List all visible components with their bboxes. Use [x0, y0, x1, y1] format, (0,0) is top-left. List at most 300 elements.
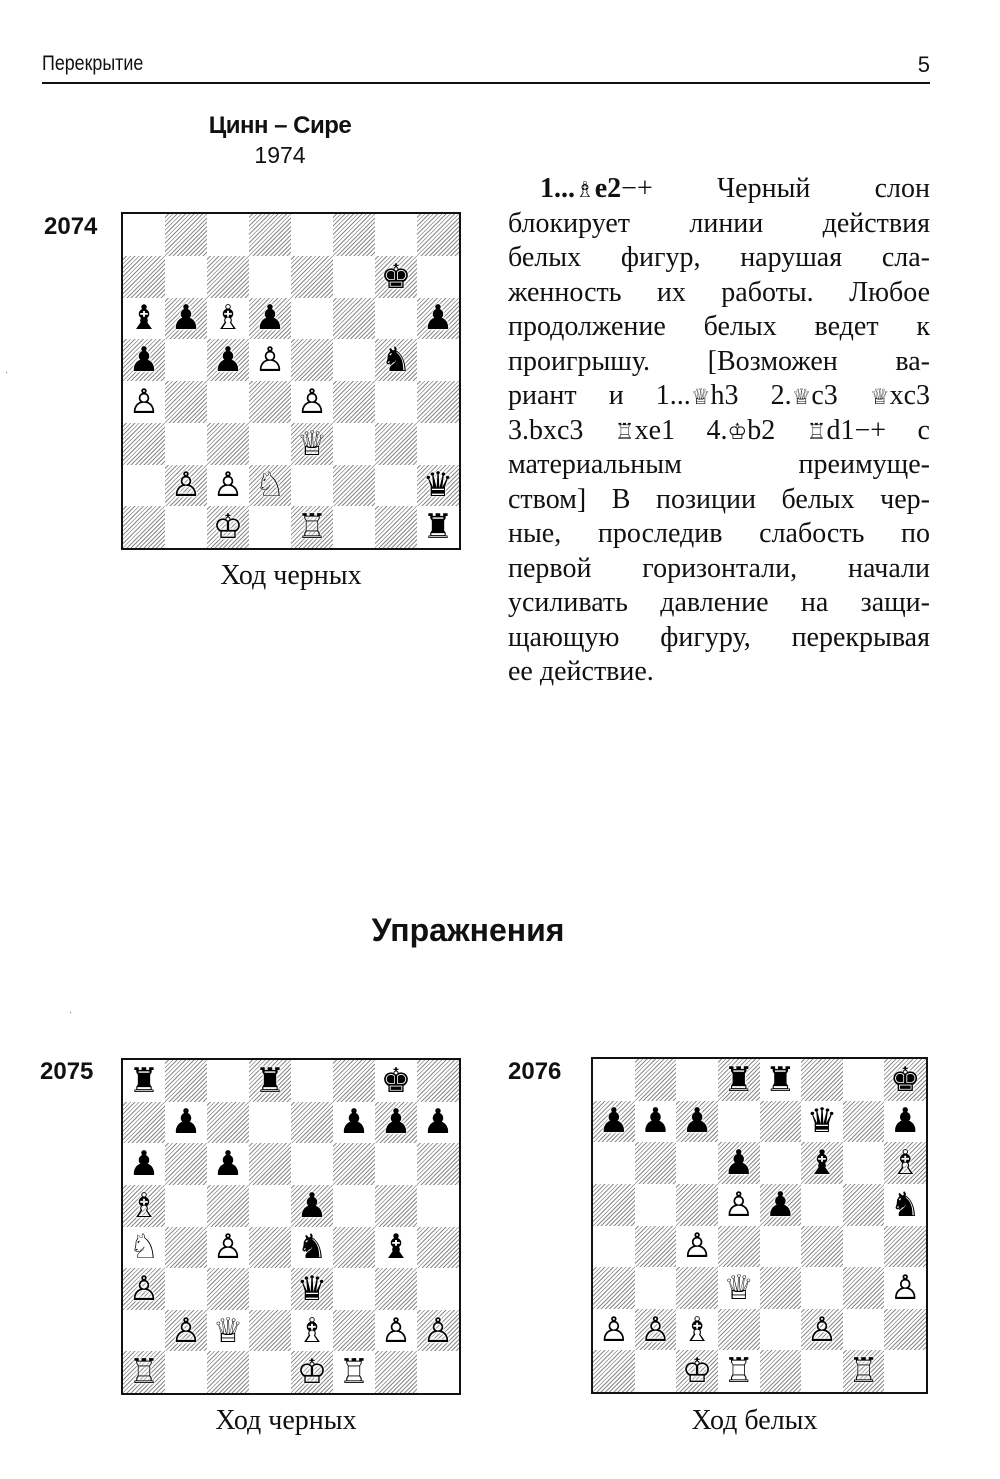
white-pawn-icon: ♙: [170, 1310, 202, 1351]
square-g4: [375, 381, 417, 423]
square-e2: [760, 1309, 802, 1351]
square-g4: [375, 1227, 417, 1269]
square-d4: [718, 1226, 760, 1268]
black-queen-icon: ♛: [422, 465, 454, 506]
black-king-icon: ♚: [380, 256, 412, 297]
commentary-text-run: ные, проследив слабость по: [508, 518, 930, 549]
square-e3: [291, 423, 333, 465]
white-queen-icon: ♕: [296, 423, 328, 464]
square-d8: [249, 214, 291, 256]
page-number: 5: [917, 52, 930, 77]
square-d8: [718, 1059, 760, 1101]
square-d3: [249, 423, 291, 465]
black-pawn-icon: ♟: [422, 298, 454, 339]
white-pawn-icon: ♙: [640, 1309, 671, 1350]
square-a2: [123, 465, 165, 507]
square-b2: [165, 1310, 207, 1352]
square-b6: [165, 298, 207, 340]
commentary-text-run: d1−+ с: [826, 414, 930, 446]
square-h6: [417, 298, 459, 340]
commentary-line: [508, 414, 930, 449]
square-e1: [760, 1350, 802, 1392]
square-g3: [375, 423, 417, 465]
commentary-text-run: −+ Черный слон: [621, 173, 930, 204]
square-b7: [635, 1101, 677, 1143]
square-f6: [333, 1143, 375, 1185]
black-pawn-icon: ♟: [598, 1101, 630, 1142]
commentary-text-run: проигрышу. [Возможен ва-: [508, 345, 930, 377]
black-king-icon: ♚: [889, 1059, 921, 1100]
game-players: Цинн – Сире: [208, 112, 352, 139]
commentary-text-run: h3 2.: [710, 380, 792, 411]
game-header: [170, 112, 390, 169]
square-d3: [718, 1267, 760, 1309]
square-h1: [417, 506, 459, 548]
white-pawn-icon: ♙: [128, 1268, 160, 1309]
chess-board-2075: [121, 1058, 461, 1395]
white-queen-icon: ♕: [723, 1267, 754, 1308]
square-h4: [884, 1226, 926, 1268]
black-pawn-icon: ♟: [889, 1101, 921, 1142]
black-pawn-icon: ♟: [170, 1102, 202, 1143]
white-pawn-icon: ♙: [212, 465, 244, 506]
square-f7: [333, 1102, 375, 1144]
square-h1: [884, 1350, 926, 1392]
diagram-caption: Ход черных: [215, 1405, 357, 1436]
square-b7: [165, 256, 207, 298]
square-c8: [207, 1060, 249, 1102]
square-a5: [593, 1184, 635, 1226]
black-pawn-icon: ♟: [338, 1102, 370, 1143]
black-pawn-icon: ♟: [212, 1144, 244, 1185]
square-a4: [123, 381, 165, 423]
square-c8: [676, 1059, 718, 1101]
black-rook-icon: ♜: [765, 1059, 796, 1100]
square-d4: [249, 381, 291, 423]
white-knight-icon: ♘: [128, 1227, 160, 1268]
square-g2: [375, 465, 417, 507]
black-rook-icon: ♜: [422, 507, 454, 548]
chess-figurine-icon: ♕: [869, 385, 890, 410]
square-e6: [291, 1143, 333, 1185]
white-pawn-icon: ♙: [681, 1226, 713, 1267]
square-h5: [884, 1184, 926, 1226]
white-pawn-icon: ♙: [212, 1227, 244, 1268]
square-e3: [760, 1267, 802, 1309]
square-d6: [249, 1143, 291, 1185]
commentary-text-run: материальным преимуще-: [508, 449, 930, 480]
black-pawn-icon: ♟: [422, 1102, 454, 1143]
square-c2: [676, 1309, 718, 1351]
square-c4: [676, 1226, 718, 1268]
square-b3: [165, 1268, 207, 1310]
square-h1: [417, 1351, 459, 1393]
square-d2: [249, 1310, 291, 1352]
commentary-text-run: первой горизонтали, начали: [508, 552, 930, 584]
commentary-line: [508, 655, 930, 690]
black-rook-icon: ♜: [128, 1060, 160, 1101]
diagram-caption: Ход черных: [220, 560, 362, 591]
square-e4: [760, 1226, 802, 1268]
square-a1: [123, 1351, 165, 1393]
commentary-text-run: продолжение белых ведет к: [508, 311, 930, 342]
commentary-text-run: блокирует линии действия: [508, 207, 930, 239]
square-b8: [635, 1059, 677, 1101]
square-d5: [249, 1185, 291, 1227]
square-f5: [333, 1185, 375, 1227]
square-h8: [417, 214, 459, 256]
square-b7: [165, 1102, 207, 1144]
square-b2: [165, 465, 207, 507]
white-rook-icon: ♖: [723, 1351, 754, 1392]
square-d1: [249, 506, 291, 548]
white-pawn-icon: ♙: [170, 465, 202, 506]
square-a7: [593, 1101, 635, 1143]
black-knight-icon: ♞: [380, 340, 412, 381]
square-a6: [593, 1142, 635, 1184]
square-f2: [801, 1309, 843, 1351]
square-g5: [375, 1185, 417, 1227]
square-d7: [718, 1101, 760, 1143]
square-b8: [165, 214, 207, 256]
commentary-text: [508, 172, 930, 690]
square-f7: [801, 1101, 843, 1143]
square-h3: [417, 1268, 459, 1310]
square-d7: [249, 256, 291, 298]
scan-speck: [6, 372, 7, 373]
chess-figurine-icon: ♖: [806, 419, 827, 445]
square-h6: [884, 1142, 926, 1184]
square-e7: [760, 1101, 802, 1143]
square-f3: [333, 1268, 375, 1310]
diagram-number: 2075: [40, 1058, 94, 1085]
chess-figurine-icon: ♔: [727, 419, 748, 445]
black-king-icon: ♚: [380, 1060, 412, 1101]
chess-figurine-icon: ♕: [791, 385, 812, 410]
chess-figurine-icon: ♕: [690, 385, 711, 410]
black-pawn-icon: ♟: [296, 1185, 328, 1226]
square-a8: [123, 214, 165, 256]
commentary-line: [508, 517, 930, 552]
square-g7: [375, 256, 417, 298]
square-b3: [635, 1267, 677, 1309]
square-c1: [676, 1350, 718, 1392]
square-e8: [760, 1059, 802, 1101]
square-b5: [165, 1185, 207, 1227]
commentary-text-run: ством] В позиции белых чер-: [508, 483, 930, 515]
white-pawn-icon: ♙: [422, 1310, 454, 1351]
white-pawn-icon: ♙: [806, 1309, 838, 1350]
black-pawn-icon: ♟: [128, 1144, 160, 1185]
square-g6: [375, 298, 417, 340]
square-g3: [375, 1268, 417, 1310]
square-b5: [635, 1184, 677, 1226]
square-d1: [249, 1351, 291, 1393]
commentary-text-run: щающую фигуру, перекрывая: [508, 621, 930, 653]
square-a3: [593, 1267, 635, 1309]
square-c4: [207, 1227, 249, 1269]
black-bishop-icon: ♝: [128, 298, 160, 339]
square-f5: [801, 1184, 843, 1226]
game-year: 1974: [254, 142, 306, 168]
running-title: Перекрытие: [42, 52, 144, 75]
commentary-line: [508, 379, 930, 414]
square-b4: [165, 1227, 207, 1269]
white-rook-icon: ♖: [848, 1351, 879, 1392]
commentary-text-run: xe1 4.: [634, 414, 728, 446]
chess-figurine-icon: ♖: [614, 419, 635, 445]
square-a4: [123, 1227, 165, 1269]
square-h4: [417, 1227, 459, 1269]
square-f1: [333, 506, 375, 548]
square-e8: [291, 1060, 333, 1102]
white-king-icon: ♔: [681, 1351, 713, 1392]
square-a8: [593, 1059, 635, 1101]
white-pawn-icon: ♙: [889, 1267, 921, 1308]
square-e4: [291, 381, 333, 423]
commentary-line: [508, 276, 930, 311]
black-pawn-icon: ♟: [212, 340, 244, 381]
commentary-line: [508, 310, 930, 345]
black-bishop-icon: ♝: [380, 1227, 412, 1268]
square-h2: [417, 465, 459, 507]
square-h5: [417, 1185, 459, 1227]
square-e6: [760, 1142, 802, 1184]
white-pawn-icon: ♙: [128, 381, 160, 422]
square-d5: [249, 339, 291, 381]
square-d6: [718, 1142, 760, 1184]
square-g7: [843, 1101, 885, 1143]
chess-board-2076: [591, 1057, 928, 1394]
square-a2: [123, 1310, 165, 1352]
black-pawn-icon: ♟: [723, 1143, 754, 1184]
commentary-text-run: 1...: [540, 173, 575, 204]
square-h5: [417, 339, 459, 381]
black-pawn-icon: ♟: [170, 298, 202, 339]
square-h8: [417, 1060, 459, 1102]
square-b6: [165, 1143, 207, 1185]
commentary-text-run: ее действие.: [508, 656, 654, 687]
square-g1: [843, 1350, 885, 1392]
commentary-line: [508, 552, 930, 587]
square-a1: [123, 506, 165, 548]
square-c1: [207, 1351, 249, 1393]
square-b3: [165, 423, 207, 465]
square-b4: [165, 381, 207, 423]
square-c3: [207, 423, 249, 465]
square-g1: [375, 1351, 417, 1393]
square-e4: [291, 1227, 333, 1269]
square-h2: [417, 1310, 459, 1352]
square-h3: [884, 1267, 926, 1309]
square-a3: [123, 423, 165, 465]
white-queen-icon: ♕: [212, 1310, 244, 1351]
white-knight-icon: ♘: [254, 465, 286, 506]
square-f8: [801, 1059, 843, 1101]
square-a8: [123, 1060, 165, 1102]
commentary-line: [508, 172, 930, 207]
section-title: Упражнения: [371, 912, 565, 948]
square-e7: [291, 256, 333, 298]
square-d1: [718, 1350, 760, 1392]
square-e2: [291, 465, 333, 507]
square-e2: [291, 1310, 333, 1352]
square-d2: [718, 1309, 760, 1351]
square-d2: [249, 465, 291, 507]
square-h2: [884, 1309, 926, 1351]
square-h7: [417, 1102, 459, 1144]
square-e8: [291, 214, 333, 256]
white-bishop-icon: ♗: [212, 298, 244, 339]
commentary-line: [508, 207, 930, 242]
running-head: [42, 50, 930, 84]
chess-figurine-icon: ♗: [575, 178, 595, 203]
square-a7: [123, 1102, 165, 1144]
square-b5: [165, 339, 207, 381]
square-f1: [801, 1350, 843, 1392]
square-f4: [333, 381, 375, 423]
square-c3: [676, 1267, 718, 1309]
square-f4: [333, 1227, 375, 1269]
commentary-text-run: риант и 1...: [508, 380, 691, 411]
square-f1: [333, 1351, 375, 1393]
square-e5: [760, 1184, 802, 1226]
square-c7: [207, 256, 249, 298]
square-e1: [291, 506, 333, 548]
square-f6: [801, 1142, 843, 1184]
square-d8: [249, 1060, 291, 1102]
diagram-number: 2074: [44, 213, 98, 240]
square-f2: [333, 1310, 375, 1352]
black-pawn-icon: ♟: [380, 1102, 412, 1143]
square-c6: [676, 1142, 718, 1184]
square-c2: [207, 1310, 249, 1352]
square-c1: [207, 506, 249, 548]
square-e6: [291, 298, 333, 340]
commentary-line: [508, 345, 930, 380]
commentary-text-run: женность их работы. Любое: [508, 276, 930, 308]
square-h4: [417, 381, 459, 423]
square-d5: [718, 1184, 760, 1226]
commentary-text-run: xc3: [889, 380, 930, 411]
square-a6: [123, 298, 165, 340]
commentary-line: [508, 586, 930, 621]
square-a5: [123, 339, 165, 381]
square-a5: [123, 1185, 165, 1227]
square-g3: [843, 1267, 885, 1309]
square-a7: [123, 256, 165, 298]
commentary-line: [508, 448, 930, 483]
square-d4: [249, 1227, 291, 1269]
diagram-number: 2076: [508, 1058, 562, 1085]
square-f5: [333, 339, 375, 381]
square-e1: [291, 1351, 333, 1393]
square-b8: [165, 1060, 207, 1102]
black-pawn-icon: ♟: [640, 1101, 671, 1142]
square-c7: [207, 1102, 249, 1144]
square-b1: [165, 1351, 207, 1393]
white-king-icon: ♔: [296, 1352, 328, 1393]
square-a4: [593, 1226, 635, 1268]
black-bishop-icon: ♝: [806, 1143, 838, 1184]
white-bishop-icon: ♗: [296, 1310, 328, 1351]
white-bishop-icon: ♗: [889, 1143, 921, 1184]
square-f2: [333, 465, 375, 507]
square-g5: [375, 339, 417, 381]
square-c5: [676, 1184, 718, 1226]
square-e5: [291, 1185, 333, 1227]
square-f8: [333, 1060, 375, 1102]
commentary-text-run: 3.bxc3: [508, 414, 615, 446]
square-b6: [635, 1142, 677, 1184]
square-c6: [207, 298, 249, 340]
square-f3: [333, 423, 375, 465]
square-c4: [207, 381, 249, 423]
square-g4: [843, 1226, 885, 1268]
square-f4: [801, 1226, 843, 1268]
square-e3: [291, 1268, 333, 1310]
square-d7: [249, 1102, 291, 1144]
white-rook-icon: ♖: [338, 1352, 370, 1393]
square-c6: [207, 1143, 249, 1185]
white-king-icon: ♔: [212, 507, 244, 548]
square-c3: [207, 1268, 249, 1310]
black-knight-icon: ♞: [296, 1227, 328, 1268]
black-pawn-icon: ♟: [128, 340, 160, 381]
square-a2: [593, 1309, 635, 1351]
scan-speck: [70, 1012, 71, 1013]
square-a6: [123, 1143, 165, 1185]
square-d6: [249, 298, 291, 340]
square-f3: [801, 1267, 843, 1309]
square-g6: [375, 1143, 417, 1185]
square-d3: [249, 1268, 291, 1310]
square-b1: [635, 1350, 677, 1392]
square-f8: [333, 214, 375, 256]
square-g6: [843, 1142, 885, 1184]
black-queen-icon: ♛: [806, 1101, 838, 1142]
diagram-caption: Ход белых: [691, 1405, 818, 1436]
square-c5: [207, 1185, 249, 1227]
square-c7: [676, 1101, 718, 1143]
commentary-line: [508, 241, 930, 276]
square-b4: [635, 1226, 677, 1268]
square-c5: [207, 339, 249, 381]
black-pawn-icon: ♟: [765, 1184, 796, 1225]
commentary-text-run: b2: [747, 414, 807, 446]
square-g1: [375, 506, 417, 548]
black-rook-icon: ♜: [723, 1059, 754, 1100]
white-pawn-icon: ♙: [598, 1309, 630, 1350]
black-rook-icon: ♜: [254, 1060, 286, 1101]
commentary-line: [508, 621, 930, 656]
white-pawn-icon: ♙: [296, 381, 328, 422]
square-g2: [843, 1309, 885, 1351]
black-pawn-icon: ♟: [254, 298, 286, 339]
square-h3: [417, 423, 459, 465]
square-g7: [375, 1102, 417, 1144]
black-pawn-icon: ♟: [681, 1101, 713, 1142]
square-g8: [843, 1059, 885, 1101]
square-a3: [123, 1268, 165, 1310]
commentary-text-run: белых фигур, нарушая сла-: [508, 242, 930, 273]
white-bishop-icon: ♗: [681, 1309, 713, 1350]
square-b1: [165, 506, 207, 548]
square-c8: [207, 214, 249, 256]
square-a1: [593, 1350, 635, 1392]
square-e5: [291, 339, 333, 381]
commentary-text-run: усиливать давление на защи-: [508, 587, 930, 618]
